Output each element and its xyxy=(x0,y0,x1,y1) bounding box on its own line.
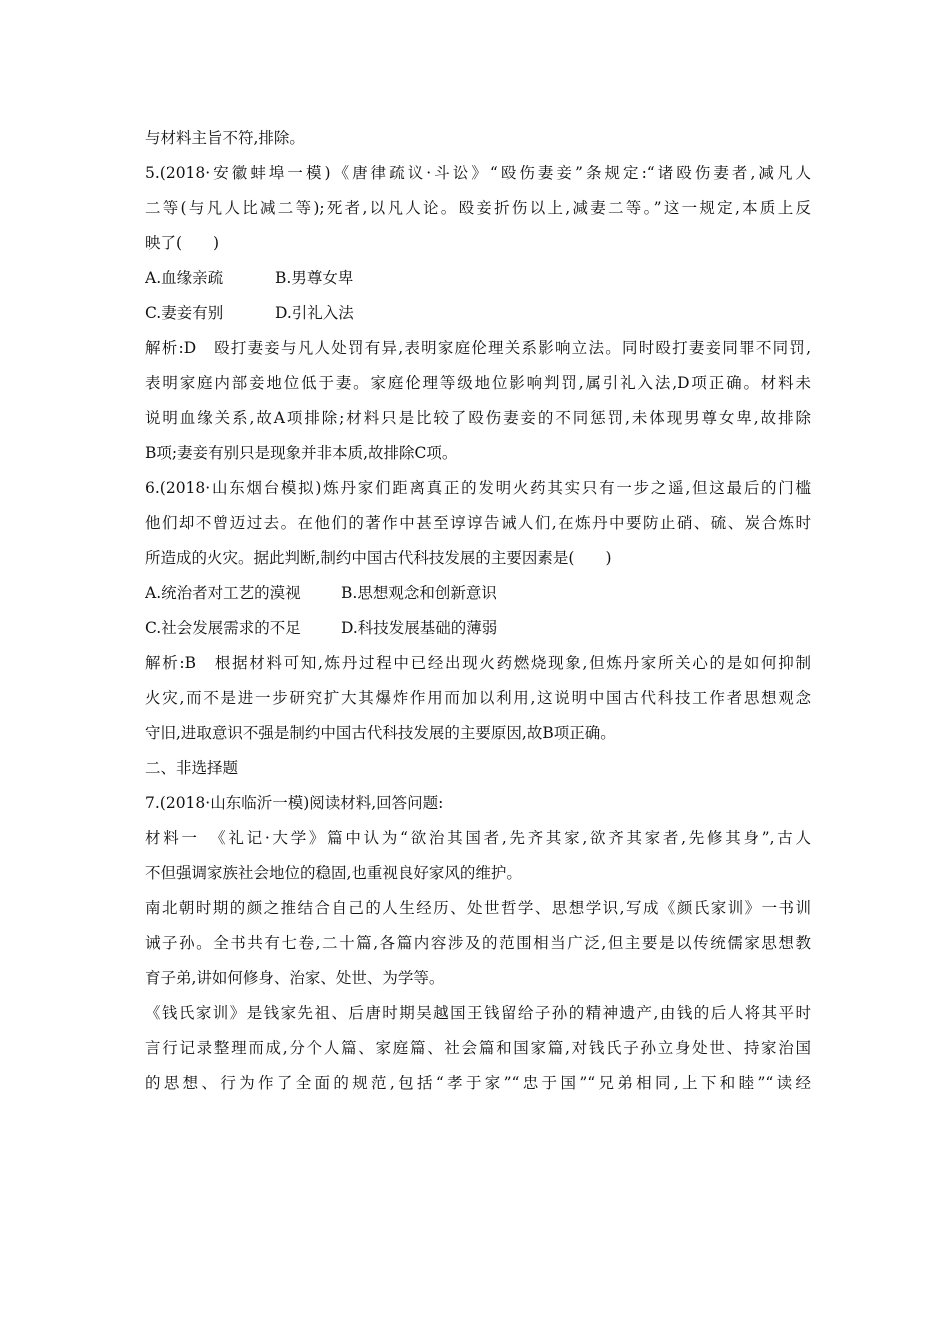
answer-5-explanation: 表明家庭内部妾地位低于妻。家庭伦理等级地位影响判罚,属引礼入法,D项正确。材料未 xyxy=(145,374,811,392)
question-6-stem: 6.(2018·山东烟台模拟)炼丹家们距离真正的发明火药其实只有一步之遥,但这最后的门槛 xyxy=(145,479,811,497)
material-one-text: 言行记录整理而成,分个人篇、家庭篇、社会篇和国家篇,对钱氏子孙立身处世、持家治国 xyxy=(145,1039,811,1057)
answer-5-explanation: 解析:D 殴打妻妾与凡人处罚有异,表明家庭伦理关系影响立法。同时殴打妻妾同罪不同罚, xyxy=(145,339,811,357)
material-one-text: 育子弟,讲如何修身、治家、处世、为学等。 xyxy=(145,969,445,987)
question-6-stem: 他们却不曾迈过去。在他们的著作中甚至谆谆告诫人们,在炼丹中要防止硝、硫、炭合炼时 xyxy=(145,514,811,532)
material-one-text: 南北朝时期的颜之推结合自己的人生经历、处世哲学、思想学识,写成《颜氏家训》一书训 xyxy=(145,899,811,917)
answer-5-explanation: B项;妻妾有别只是现象并非本质,故排除C项。 xyxy=(145,444,458,462)
question-5-stem: 5.(2018·安徽蚌埠一模)《唐律疏议·斗讼》“殴伤妻妾”条规定:“诸殴伤妻者,减凡人 xyxy=(145,164,811,182)
option-c: C.妻妾有别 xyxy=(145,304,224,322)
option-a: A.血缘亲疏 xyxy=(145,269,224,287)
question-5-options-row xyxy=(145,296,811,331)
section-heading: 二、非选择题 xyxy=(145,759,239,777)
question-6-options-row xyxy=(145,576,811,611)
question-7-stem: 7.(2018·山东临沂一模)阅读材料,回答问题: xyxy=(145,794,444,812)
question-6-options-row xyxy=(145,611,811,646)
text-line: 与材料主旨不符,排除。 xyxy=(145,129,305,147)
material-one-text: 的思想、行为作了全面的规范,包括“孝于家”“忠于国”“兄弟相同,上下和睦”“读经 xyxy=(145,1074,811,1092)
option-d: D.科技发展基础的薄弱 xyxy=(341,619,498,637)
option-d: D.引礼入法 xyxy=(275,304,354,322)
answer-5-explanation: 说明血缘关系,故A项排除;材料只是比较了殴伤妻妾的不同惩罚,未体现男尊女卑,故排除 xyxy=(145,409,811,427)
option-c: C.社会发展需求的不足 xyxy=(145,619,301,637)
answer-6-explanation: 火灾,而不是进一步研究扩大其爆炸作用而加以利用,这说明中国古代科技工作者思想观念 xyxy=(145,689,811,707)
material-one-text: 诫子孙。全书共有七卷,二十篇,各篇内容涉及的范围相当广泛,但主要是以传统儒家思想教 xyxy=(145,934,811,952)
material-one-text: 材料一 《礼记·大学》篇中认为“欲治其国者,先齐其家,欲齐其家者,先修其身”,古人 xyxy=(145,829,811,847)
option-b: B.思想观念和创新意识 xyxy=(341,584,497,602)
question-5-options-row xyxy=(145,261,811,296)
document-page xyxy=(145,121,811,1101)
question-5-stem: 映了( ) xyxy=(145,234,220,252)
answer-6-explanation: 解析:B 根据材料可知,炼丹过程中已经出现火药燃烧现象,但炼丹家所关心的是如何抑制 xyxy=(145,654,811,672)
option-a: A.统治者对工艺的漠视 xyxy=(145,584,301,602)
answer-6-explanation: 守旧,进取意识不强是制约中国古代科技发展的主要原因,故B项正确。 xyxy=(145,724,616,742)
material-one-text: 《钱氏家训》是钱家先祖、后唐时期吴越国王钱留给子孙的精神遗产,由钱的后人将其平时 xyxy=(145,1004,811,1022)
material-one-text: 不但强调家族社会地位的稳固,也重视良好家风的维护。 xyxy=(145,864,522,882)
question-6-stem: 所造成的火灾。据此判断,制约中国古代科技发展的主要因素是( ) xyxy=(145,549,612,567)
question-5-stem: 二等(与凡人比减二等);死者,以凡人论。殴妾折伤以上,减妻二等。”这一规定,本质上反 xyxy=(145,199,811,217)
option-b: B.男尊女卑 xyxy=(275,269,354,287)
